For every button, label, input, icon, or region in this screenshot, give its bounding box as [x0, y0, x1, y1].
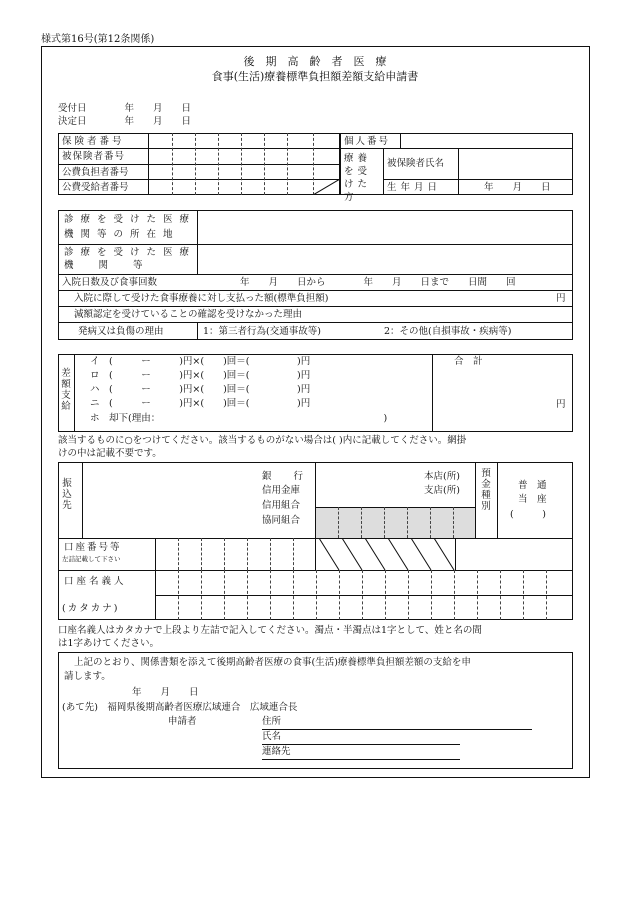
title-line-1: 後 期 高 齢 者 医 療 — [243, 55, 387, 68]
applicant-label: 申請者 — [168, 716, 197, 727]
hospital-address-label-2: 機関等の所在地 — [64, 229, 180, 240]
holder-label: 口座名義人 — [64, 576, 127, 587]
holder-kana-label: (カタカナ) — [62, 603, 120, 614]
insured-number-label: 被保険者番号 — [62, 151, 126, 162]
note-1-line-2: けの中は記載不要です。 — [58, 448, 162, 459]
reason-label: 減額認定を受けていることの確認を受けなかった理由 — [74, 309, 303, 320]
cause-option-1: 1：第三者行為(交通事故等) — [203, 326, 321, 337]
account-number-note: 左詰記載して下さい — [62, 555, 121, 563]
deposit-normal: 普 通 — [518, 480, 547, 491]
paid-unit: 円 — [556, 293, 566, 304]
insured-name-label: 被保険者氏名 — [387, 158, 445, 169]
hospital-address-label-1: 診療を受けた医療 — [64, 214, 197, 225]
bank-type-bank: 銀 行 — [262, 471, 305, 482]
hospital-name-label-2: 機 関 等 — [64, 260, 145, 271]
application-date: 年 月 日 — [132, 687, 199, 698]
title-line-2: 食事(生活)療養標準負担額差額支給申請書 — [211, 70, 419, 83]
note-2-line-2: は1字あけてください。 — [58, 638, 160, 649]
stay-label: 入院日数及び食事回数 — [62, 277, 158, 288]
branch-sub: 支店(所) — [424, 485, 460, 496]
declaration-line-2: 請します。 — [64, 671, 111, 682]
diff-row-ni: ニ ( ー )円×( )回＝( )円 — [90, 398, 311, 409]
account-number-label: 口座番号等 — [64, 542, 122, 553]
total-unit: 円 — [556, 399, 566, 410]
name-label: 氏名 — [262, 731, 282, 742]
cause-option-2: 2：その他(自損事故・疾病等) — [384, 326, 512, 337]
deposit-current: 当 座 — [518, 494, 547, 505]
diff-row-ha: ハ ( ー )円×( )回＝( )円 — [90, 384, 311, 395]
form-number: 様式第16号(第12条関係) — [41, 34, 155, 45]
insurer-number-label: 保険者番号 — [62, 136, 125, 147]
received-date: 受付日 年 月 日 — [58, 103, 192, 114]
decided-date: 決定日 年 月 日 — [58, 116, 192, 127]
bank-type-kyodo: 協同組合 — [262, 515, 301, 526]
address-label: 住所 — [262, 716, 282, 727]
stay-value: 年 月 日から 年 月 日まで 日間 回 — [240, 277, 516, 288]
bank-type-shinkin: 信用金庫 — [262, 485, 301, 496]
hospital-name-label-1: 診療を受けた医療 — [64, 247, 197, 258]
personal-number-label: 個人番号 — [344, 136, 391, 147]
addressee: (あて先) 福岡県後期高齢者医療広域連合 広域連合長 — [62, 702, 298, 713]
paid-label: 入院に際して受けた食事療養に対し支払った額(標準負担額) — [74, 293, 329, 304]
diff-side-label: 差額支給 — [61, 368, 71, 412]
cause-label: 発病又は負傷の理由 — [78, 326, 164, 337]
deposit-type-label: 預金種別 — [481, 468, 491, 512]
total-label: 合 計 — [454, 356, 483, 367]
declaration-line-1: 上記のとおり、関係書類を添えて後期高齢者医療の食事(生活)療養標準負担額差額の支給を申 — [74, 657, 471, 668]
bank-type-shinkumi: 信用組合 — [262, 500, 301, 511]
patient-side-label: 療養を受けた方 — [344, 153, 372, 203]
contact-label: 連絡先 — [262, 746, 291, 757]
bank-side-label: 振込先 — [62, 478, 72, 511]
birth-date-label: 生年月日 — [387, 182, 442, 193]
public-payer-label: 公費負担者番号 — [62, 167, 129, 178]
note-1-line-1: 該当するものに○をつけてください。該当するものがない場合は( )内に記載してください。網掛 — [58, 435, 467, 446]
diff-row-ro: ロ ( ー )円×( )回＝( )円 — [90, 370, 311, 381]
branch-main: 本店(所) — [424, 471, 460, 482]
diff-row-ho: ホ 却下(理由： ) — [90, 413, 388, 424]
note-2-line-1: 口座名義人はカタカナで上段より左詰で記入してください。濁点・半濁点は1字として、姓と名の間 — [58, 625, 482, 636]
public-recipient-label: 公費受給者番号 — [62, 182, 129, 193]
birth-date-value: 年 月 日 — [484, 182, 551, 193]
diff-row-i: イ ( ー )円×( )回＝( )円 — [90, 356, 311, 367]
deposit-other: ( ) — [510, 509, 546, 520]
